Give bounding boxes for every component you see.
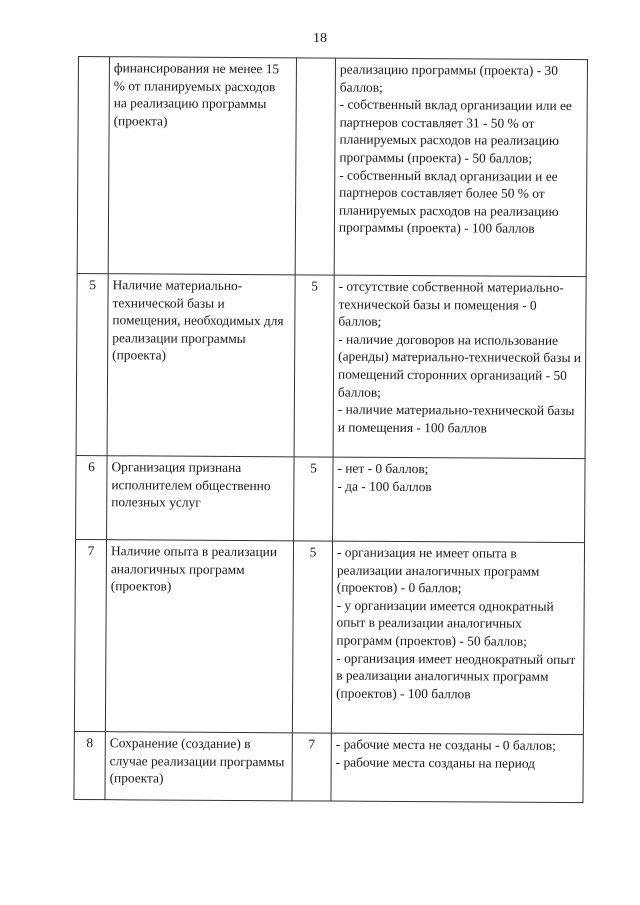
max-score: 5 bbox=[294, 457, 334, 541]
scoring-option: - собственный вклад организации и ее партнеров составляет более 50 % от планируемых расходов на реализацию программы (проекта) - 100 баллов bbox=[338, 167, 559, 237]
max-score: 5 bbox=[294, 275, 334, 457]
scoring-option: - да - 100 баллов bbox=[337, 478, 432, 494]
criterion-name: финансирования не менее 15 % от планируемых расходов на реализацию программы (проекта) bbox=[108, 57, 296, 275]
row-number bbox=[77, 57, 109, 274]
max-score: 7 bbox=[292, 733, 331, 801]
scoring-option: - собственный вклад организации или ее партнеров составляет 31 - 50 % от планируемых расходов на реализацию программы (проекта) - 50 баллов; bbox=[339, 96, 572, 166]
scoring-option: - нет - 0 баллов; bbox=[337, 460, 429, 477]
table-row bbox=[77, 57, 587, 277]
criterion-name: Организация признана исполнителем общественно полезных услуг bbox=[107, 456, 295, 541]
scoring-criteria bbox=[333, 457, 586, 543]
scoring-criteria bbox=[331, 733, 583, 803]
criteria-table bbox=[73, 56, 588, 803]
scoring-option: - отсутствие собственной материально-технической базы и помещения - 0 баллов; bbox=[338, 278, 564, 330]
scoring-option: - рабочие места созданы на период bbox=[335, 754, 536, 771]
scoring-option: - организация не имеет опыта в реализации аналогичных программ (проектов) - 0 баллов; bbox=[336, 544, 540, 596]
table-row bbox=[76, 455, 586, 542]
scoring-option: - наличие договоров на использование (аренды) материально-технической базы и помещений сторонних организаций - 50 баллов; bbox=[337, 331, 582, 400]
max-score bbox=[295, 58, 335, 275]
scoring-criteria bbox=[333, 275, 586, 459]
row-number: 6 bbox=[76, 455, 108, 539]
scoring-criteria bbox=[331, 541, 584, 735]
table-row bbox=[74, 731, 583, 802]
table-row bbox=[74, 539, 584, 734]
scoring-option: - наличие материально-технической базы и помещения - 100 баллов bbox=[337, 401, 575, 436]
scoring-option: - у организации имеется однократный опыт в реализации аналогичных программ (проектов) - 50 баллов; bbox=[336, 597, 554, 649]
max-score: 5 bbox=[292, 541, 332, 733]
row-number: 5 bbox=[76, 273, 108, 455]
criterion-name: Сохранение (создание) в случае реализации программы (проекта) bbox=[105, 732, 292, 801]
scoring-option: - рабочие места не созданы - 0 баллов; bbox=[335, 736, 556, 753]
table-row bbox=[76, 273, 586, 458]
scoring-option: - организация имеет неоднократный опыт в реализации аналогичных программ (проектов) - 100 баллов bbox=[336, 650, 576, 702]
scoring-criteria bbox=[334, 58, 587, 277]
row-number: 7 bbox=[74, 539, 106, 731]
page-number: 18 bbox=[313, 31, 327, 46]
row-number: 8 bbox=[74, 731, 105, 799]
scoring-option: реализацию программы (проекта) - 30 баллов; bbox=[339, 61, 558, 95]
criterion-name: Наличие опыта в реализации аналогичных программ (проектов) bbox=[105, 540, 293, 733]
criterion-name: Наличие материально-технической базы и помещения, необходимых для реализации программы (проекта) bbox=[107, 274, 295, 457]
